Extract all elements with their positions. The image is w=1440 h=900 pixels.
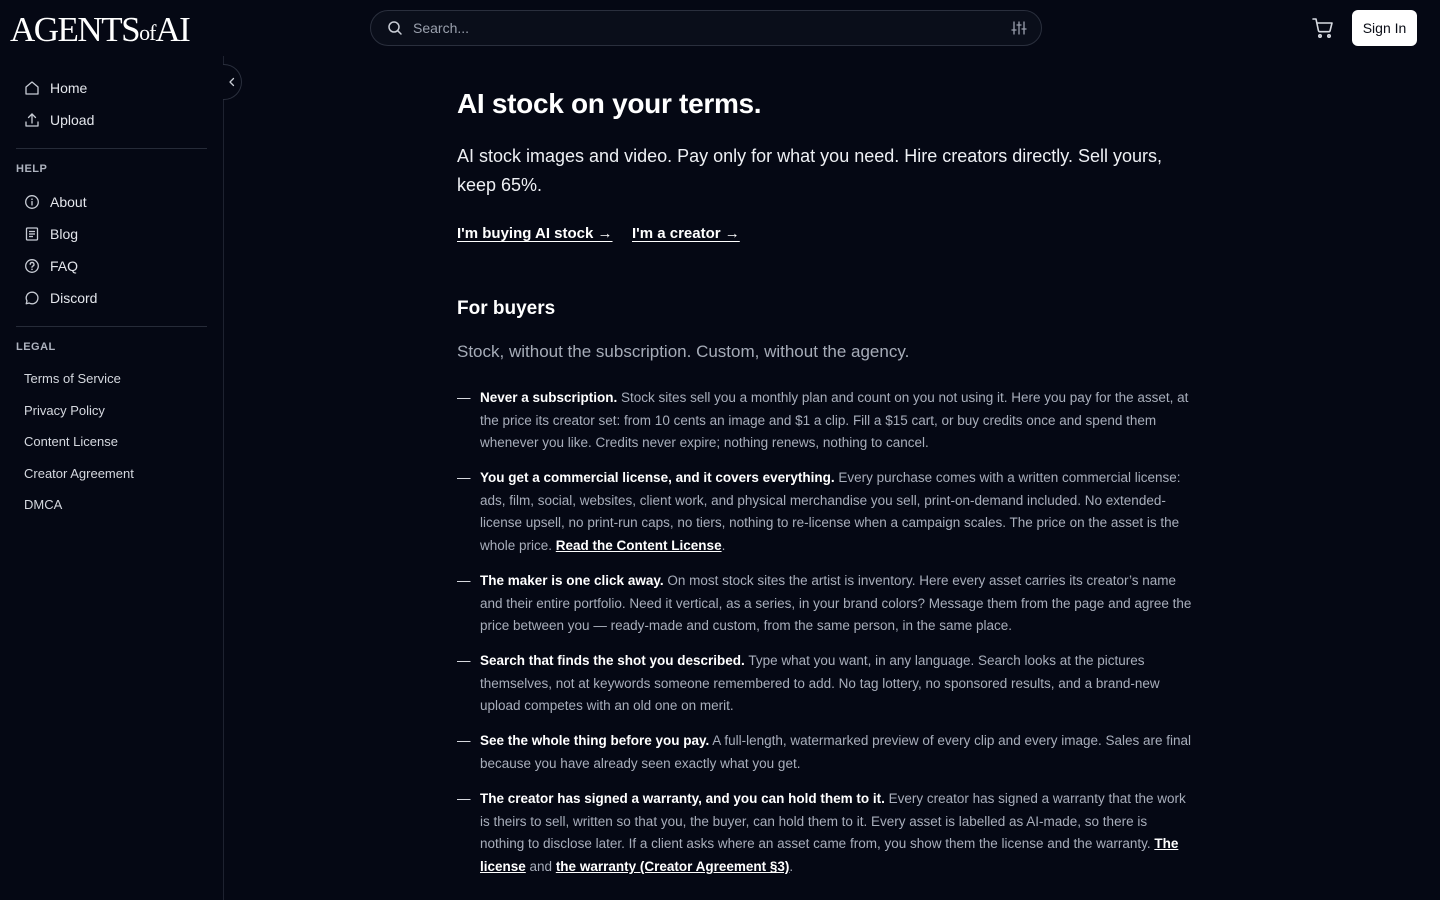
upload-icon	[24, 112, 40, 128]
dash-bullet: —	[457, 470, 471, 485]
logo-part-of: of	[139, 20, 156, 45]
list-item-mid: and	[525, 859, 556, 875]
list-item-text	[480, 788, 1195, 879]
legal-link-creator-agreement[interactable]: Creator Agreement	[24, 466, 134, 481]
list-item	[457, 387, 1197, 455]
help-section-title: HELP	[16, 163, 48, 175]
blog-icon	[24, 226, 40, 242]
sidebar-item-label: Blog	[50, 226, 79, 242]
list-item-lead: Never a subscription.	[480, 390, 618, 405]
site-logo[interactable]	[10, 9, 189, 47]
list-item-body: Stock sites sell you a monthly plan and count on you not using it. Here you pay for the asset, at the price its creator set: from 10 cents an image and $1 a clip. Fill a $15 cart, or buy credits once and spend them whenever you like. Credits never expire; nothing renews, nothing to cancel.	[480, 390, 1189, 451]
list-item-body: Every creator has signed a warranty that the work is theirs to sell, written so that you, the buyer, can hold them to it. Every asset is labelled as AI-made, so there is nothing to disclose later. If a client asks where an asset came from, you show them the license and the warranty.	[480, 791, 1186, 852]
sign-in-button[interactable]: Sign In	[1352, 10, 1417, 46]
legal-link-privacy[interactable]: Privacy Policy	[24, 403, 105, 418]
sidebar-item-discord[interactable]	[24, 286, 97, 310]
logo-part-ai: AI	[155, 10, 190, 49]
sidebar-item-about[interactable]	[24, 190, 87, 214]
chevron-left-icon	[228, 77, 236, 87]
list-item-text	[480, 650, 1195, 718]
filter-sliders-icon[interactable]	[1011, 20, 1027, 36]
sidebar-collapse-button[interactable]	[223, 64, 242, 100]
chat-icon	[24, 290, 40, 306]
dash-bullet: —	[457, 733, 471, 748]
list-item	[457, 570, 1197, 638]
list-item	[457, 467, 1197, 558]
sidebar-item-label: FAQ	[50, 258, 79, 274]
list-item-text	[480, 570, 1195, 638]
sidebar-item-faq[interactable]	[24, 254, 78, 278]
home-icon	[24, 80, 40, 96]
list-item-text	[480, 387, 1195, 455]
list-item	[457, 730, 1197, 775]
page-lede: AI stock images and video. Pay only for what you need. Hire creators directly. Sell yours, keep 65%.	[457, 146, 1162, 195]
warranty-link[interactable]: the warranty (Creator Agreement §3)	[555, 859, 790, 875]
sidebar-divider	[16, 326, 207, 327]
sidebar-item-home[interactable]	[24, 76, 87, 100]
search-icon	[387, 20, 403, 36]
list-item	[457, 650, 1197, 718]
license-link[interactable]: The license	[480, 836, 1179, 875]
list-item-lead: The maker is one click away.	[480, 573, 664, 588]
sidebar-item-upload[interactable]	[24, 108, 94, 132]
buyers-heading: For buyers	[457, 298, 556, 319]
sidebar-item-blog[interactable]	[24, 222, 78, 246]
sidebar	[0, 56, 224, 900]
sidebar-item-label: Discord	[50, 290, 98, 306]
list-item-body: A full-length, watermarked preview of every clip and every image. Sales are final because you have already seen exactly what you get.	[480, 733, 1192, 771]
dash-bullet: —	[457, 573, 471, 588]
list-item-body: On most stock sites the artist is inventory. Here every asset carries its creator’s name and their entire portfolio. Need it vertical, as a series, in your brand colors? Message them from the page and agree the price between you — ready-made and custom, from the same person, in the same place.	[480, 573, 1192, 634]
sidebar-item-label: Upload	[50, 112, 95, 128]
buyers-subheading: Stock, without the subscription. Custom, without the agency.	[457, 342, 910, 361]
buying-cta-link[interactable]: I'm buying AI stock →	[457, 225, 613, 242]
search-bar	[370, 10, 1042, 46]
sidebar-item-label: Home	[50, 80, 88, 96]
list-item-body: Type what you want, in any language. Search looks at the pictures themselves, not at keywords someone remembered to add. No tag lottery, no sponsored results, and a brand-new upload competes with an old one on merit.	[480, 653, 1160, 714]
search-input[interactable]	[413, 20, 1011, 36]
dash-bullet: —	[457, 791, 471, 806]
list-item	[457, 788, 1197, 879]
page-title: AI stock on your terms.	[457, 88, 762, 119]
list-item-body: Every purchase comes with a written commercial license: ads, film, social, websites, client work, and physical merchandise you sell, print-on-demand included. No extended-license upsell, no print-run caps, no tiers, nothing to re-license when a campaign scales. The price on the asset is the whole price.	[480, 470, 1181, 554]
question-icon	[24, 258, 40, 274]
list-item-lead: The creator has signed a warranty, and you can hold them to it.	[480, 791, 885, 806]
cart-icon[interactable]	[1311, 16, 1335, 40]
info-icon	[24, 194, 40, 210]
content-license-link[interactable]: Read the Content License	[555, 538, 722, 554]
dash-bullet: —	[457, 390, 471, 405]
logo-part-agents: AGENTS	[10, 10, 140, 49]
legal-link-dmca[interactable]: DMCA	[24, 497, 63, 512]
sidebar-item-label: About	[50, 194, 87, 210]
creator-cta-link[interactable]: I'm a creator →	[632, 225, 740, 242]
sidebar-divider	[16, 148, 207, 149]
list-item-lead: See the whole thing before you pay.	[480, 733, 710, 748]
legal-link-content-license[interactable]: Content License	[24, 434, 118, 449]
legal-section-title: LEGAL	[16, 341, 56, 353]
list-item-lead: Search that finds the shot you described.	[480, 653, 745, 668]
dash-bullet: —	[457, 653, 471, 668]
legal-link-terms[interactable]: Terms of Service	[24, 371, 121, 386]
list-item-text	[480, 730, 1195, 775]
list-item-lead: You get a commercial license, and it covers everything.	[480, 470, 835, 485]
list-item-text	[480, 467, 1195, 558]
list-item-end: .	[721, 538, 726, 554]
list-item-end: .	[789, 859, 794, 875]
